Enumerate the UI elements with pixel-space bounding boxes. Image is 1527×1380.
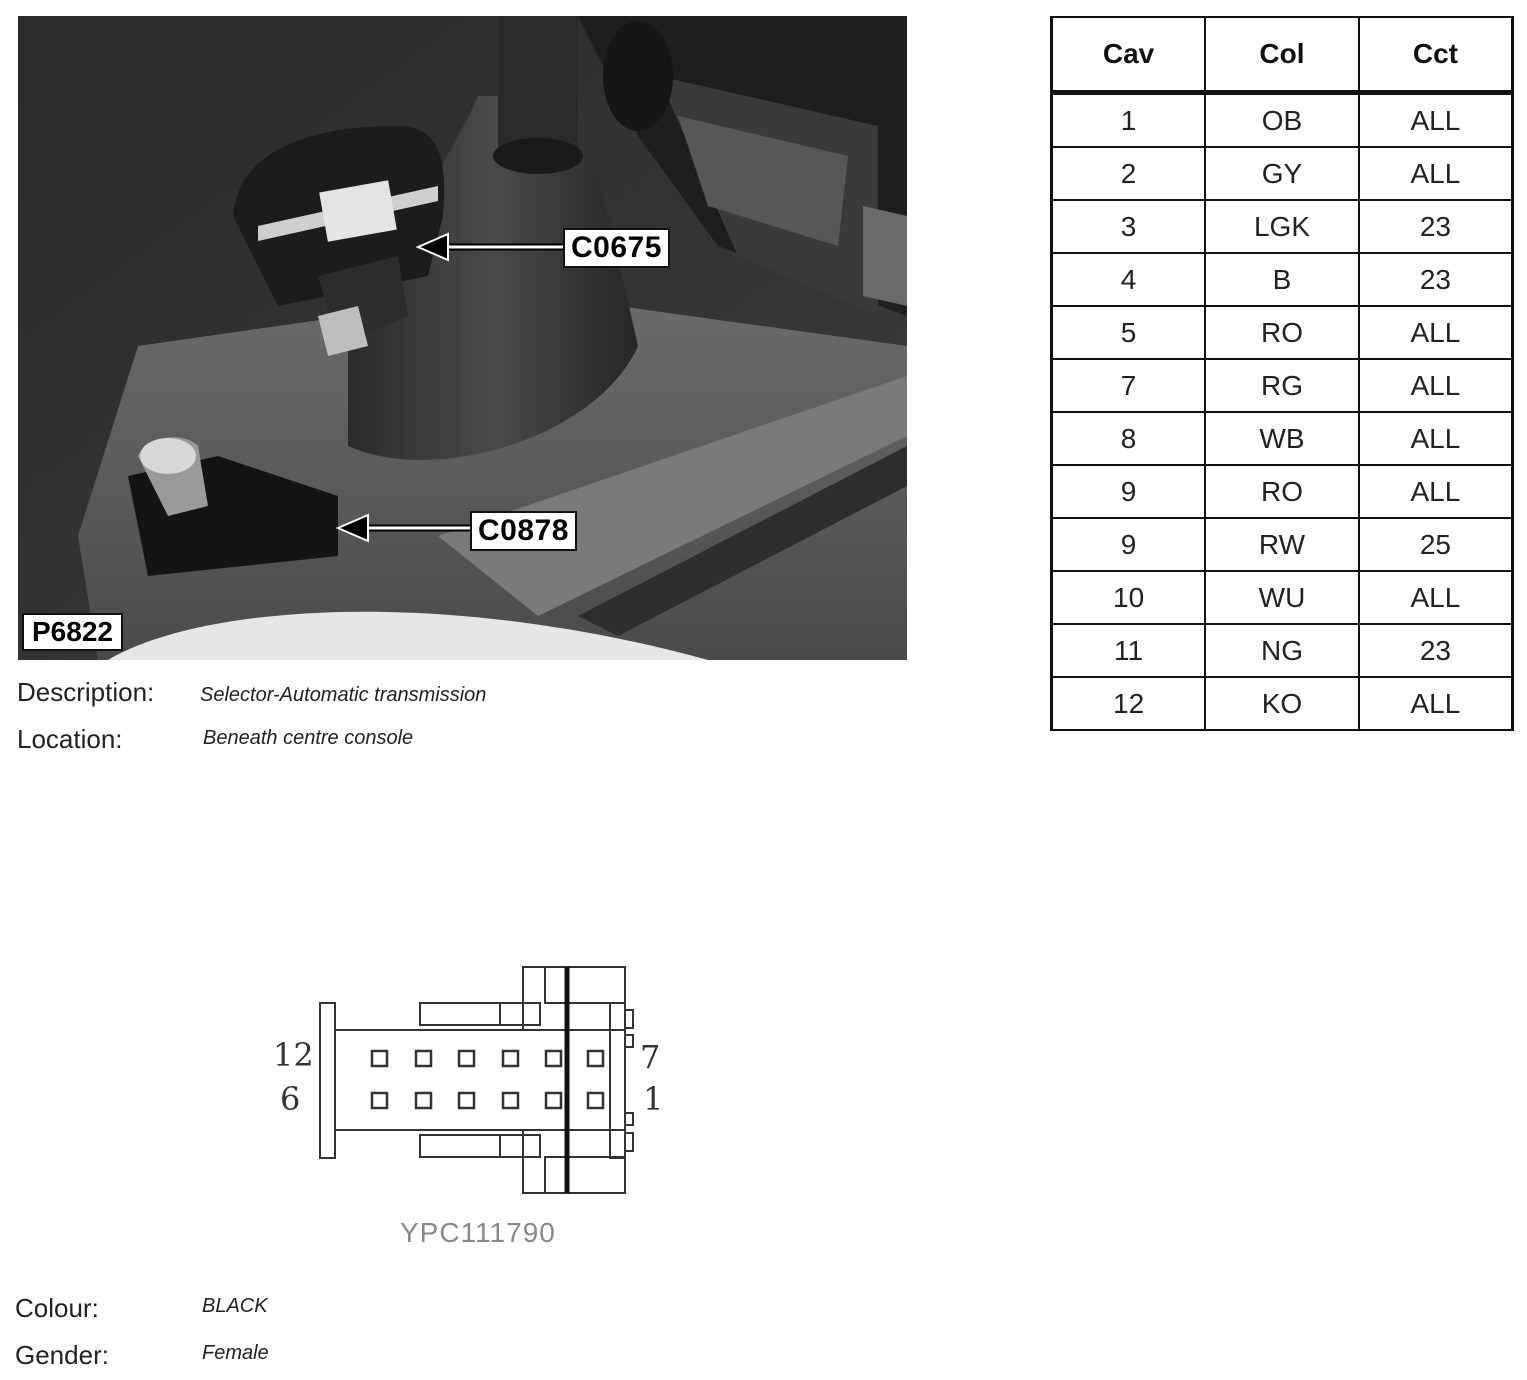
cell-col: WB [1205, 412, 1359, 465]
right-flange [610, 1003, 625, 1158]
table-row [1052, 93, 1513, 148]
pin-cavity [416, 1051, 431, 1066]
table-row [1052, 200, 1513, 253]
cell-cct: ALL [1359, 571, 1513, 624]
cell-cav: 4 [1052, 253, 1206, 306]
cell-cav: 10 [1052, 571, 1206, 624]
cell-cct: ALL [1359, 93, 1513, 148]
pin-label-7: 7 [640, 1038, 661, 1076]
photo-id-label: P6822 [22, 613, 123, 651]
pin-cavity [372, 1051, 387, 1066]
pin-cavity [416, 1093, 431, 1108]
connector-face-diagram [255, 955, 675, 1205]
gender-label: Gender: [15, 1340, 109, 1370]
pin-cavity [546, 1093, 561, 1108]
table-row [1052, 306, 1513, 359]
gender-value: Female [202, 1342, 269, 1364]
pin-cavity [372, 1093, 387, 1108]
table-row [1052, 147, 1513, 200]
table-row [1052, 359, 1513, 412]
connector-body [335, 1030, 625, 1130]
cell-cct: 23 [1359, 200, 1513, 253]
cell-cct: ALL [1359, 147, 1513, 200]
header-cav: Cav [1052, 17, 1206, 93]
pin-label-12: 12 [273, 1036, 314, 1074]
cell-cct: 23 [1359, 253, 1513, 306]
cell-cav: 11 [1052, 624, 1206, 677]
table-header-row [1052, 17, 1513, 93]
colour-label: Colour: [15, 1293, 99, 1323]
cell-cav: 12 [1052, 677, 1206, 730]
cell-cct: ALL [1359, 306, 1513, 359]
table-row [1052, 412, 1513, 465]
cell-cct: ALL [1359, 412, 1513, 465]
cell-cct: 25 [1359, 518, 1513, 571]
cell-col: RG [1205, 359, 1359, 412]
cell-cav: 5 [1052, 306, 1206, 359]
pin-out-table [1050, 16, 1514, 731]
pin-cavity [546, 1051, 561, 1066]
cell-col: B [1205, 253, 1359, 306]
cell-cav: 3 [1052, 200, 1206, 253]
location-label: Location: [17, 724, 123, 754]
description-label: Description: [17, 677, 155, 707]
pin-cavity [588, 1051, 603, 1066]
table-row [1052, 624, 1513, 677]
cell-col: RO [1205, 306, 1359, 359]
pin-cavity [588, 1093, 603, 1108]
cell-col: NG [1205, 624, 1359, 677]
pin-cavity [459, 1051, 474, 1066]
cell-cav: 1 [1052, 93, 1206, 148]
cell-cav: 9 [1052, 465, 1206, 518]
colour-value: BLACK [202, 1295, 268, 1317]
cell-cav: 8 [1052, 412, 1206, 465]
header-cct: Cct [1359, 17, 1513, 93]
connector-location-photo [18, 16, 907, 660]
pin-cavity [503, 1051, 518, 1066]
part-number: YPC111790 [400, 1217, 556, 1248]
cell-col: OB [1205, 93, 1359, 148]
callout-arrows [18, 16, 907, 660]
cell-cav: 2 [1052, 147, 1206, 200]
cell-col: LGK [1205, 200, 1359, 253]
left-flange [320, 1003, 335, 1158]
cell-col: RW [1205, 518, 1359, 571]
table-row [1052, 253, 1513, 306]
table-row [1052, 571, 1513, 624]
table-row [1052, 465, 1513, 518]
pin-cavity [503, 1093, 518, 1108]
pin-label-1: 1 [643, 1080, 664, 1118]
cell-cav: 7 [1052, 359, 1206, 412]
location-value: Beneath centre console [203, 727, 414, 749]
header-col: Col [1205, 17, 1359, 93]
cell-cct: ALL [1359, 677, 1513, 730]
description-value: Selector-Automatic transmission [200, 684, 487, 706]
cell-col: GY [1205, 147, 1359, 200]
table-row [1052, 518, 1513, 571]
cell-col: RO [1205, 465, 1359, 518]
cell-cct: ALL [1359, 465, 1513, 518]
cell-col: WU [1205, 571, 1359, 624]
cell-cct: 23 [1359, 624, 1513, 677]
callout-c0675: C0675 [563, 228, 670, 268]
callout-c0878: C0878 [470, 511, 577, 551]
cell-cav: 9 [1052, 518, 1206, 571]
pin-label-6: 6 [280, 1080, 301, 1118]
cell-col: KO [1205, 677, 1359, 730]
pin-cavity [459, 1093, 474, 1108]
table-row [1052, 677, 1513, 730]
cell-cct: ALL [1359, 359, 1513, 412]
